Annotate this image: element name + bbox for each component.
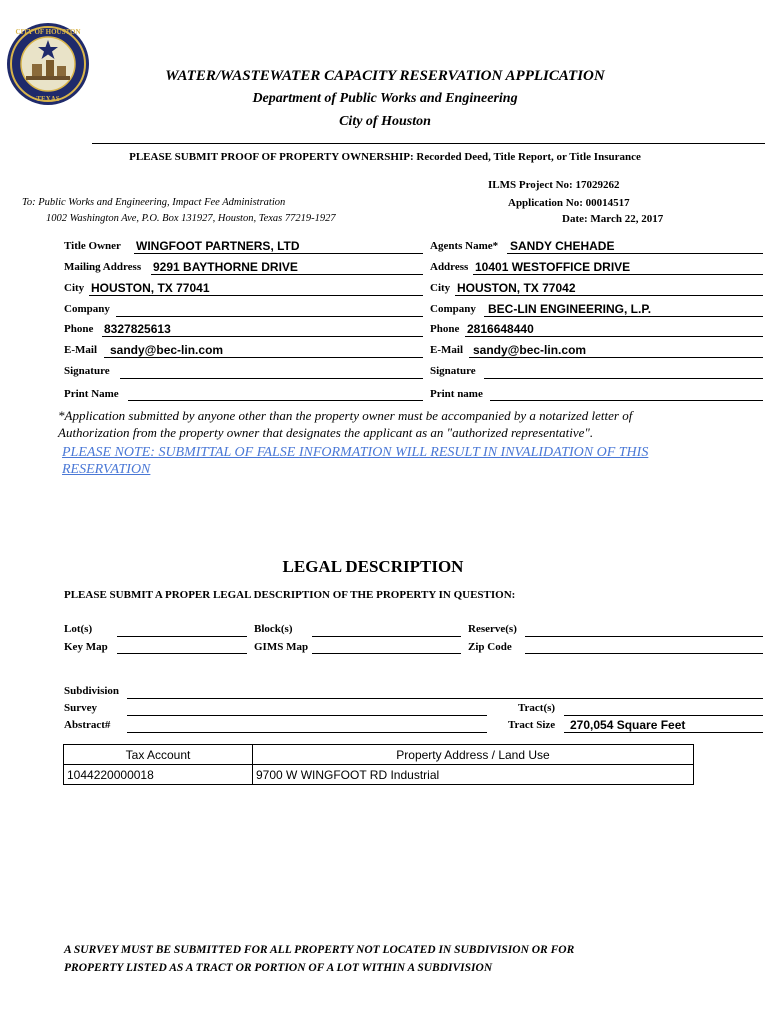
owner-print-name-line[interactable] <box>128 400 423 401</box>
zip-code-label: Zip Code <box>468 641 512 653</box>
title-owner-underline <box>134 253 423 254</box>
owner-signature-line[interactable] <box>120 378 423 379</box>
table-row <box>64 765 694 785</box>
agent-email-underline <box>469 357 763 358</box>
title-owner-label: Title Owner <box>64 240 121 252</box>
tract-size-label: Tract Size <box>508 719 556 731</box>
agent-phone-field[interactable]: 2816648440 <box>467 322 534 336</box>
legal-description-instructions: PLEASE SUBMIT A PROPER LEGAL DESCRIPTION OF THE PROPERTY IN QUESTION: <box>64 589 516 601</box>
mailing-address-label: Mailing Address <box>64 261 142 273</box>
zip-code-field[interactable] <box>525 653 763 654</box>
owner-phone-label: Phone <box>64 323 94 335</box>
gims-map-label: GIMS Map <box>254 641 309 653</box>
property-address-cell[interactable]: 9700 W WINGFOOT RD Industrial <box>253 765 694 785</box>
agent-company-field[interactable]: BEC-LIN ENGINEERING, L.P. <box>488 302 652 316</box>
false-information-warning <box>62 444 752 478</box>
key-map-field[interactable] <box>117 653 247 654</box>
agent-city-field[interactable]: HOUSTON, TX 77042 <box>457 281 576 295</box>
agent-address-underline <box>473 274 763 275</box>
warning-line-2: RESERVATION <box>62 462 151 477</box>
agent-company-label: Company <box>430 303 476 315</box>
reserves-label: Reserve(s) <box>468 623 517 635</box>
owner-print-name-label: Print Name <box>64 388 119 400</box>
city-name: City of Houston <box>339 114 431 129</box>
ilms-project-number: ILMS Project No: 17029262 <box>488 179 620 191</box>
blocks-label: Block(s) <box>254 623 293 635</box>
tracts-field[interactable] <box>564 715 763 716</box>
agent-city-label: City <box>430 282 451 294</box>
agent-address-label: Address <box>430 261 469 273</box>
application-number: Application No: 00014517 <box>508 197 630 209</box>
mailing-address-field[interactable]: 9291 BAYTHORNE DRIVE <box>153 260 298 274</box>
tract-size-field[interactable]: 270,054 Square Feet <box>570 718 686 732</box>
agent-print-name-label: Print name <box>430 388 483 400</box>
agent-name-field[interactable]: SANDY CHEHADE <box>510 239 615 253</box>
application-date: Date: March 22, 2017 <box>562 213 664 225</box>
agent-email-field[interactable]: sandy@bec-lin.com <box>473 343 587 357</box>
agent-company-underline <box>484 316 763 317</box>
tax-account-table <box>63 744 694 785</box>
addressee-line-1: To: Public Works and Engineering, Impact Fee Administration <box>22 197 286 208</box>
agent-name-label: Agents Name* <box>430 240 499 252</box>
tax-account-cell[interactable]: 1044220000018 <box>64 765 253 785</box>
authorization-note-line-2: Authorization from the property owner that designates the applicant as an "authorized representative". <box>58 425 594 440</box>
gims-map-field[interactable] <box>312 653 461 654</box>
blocks-field[interactable] <box>312 636 461 637</box>
lots-label: Lot(s) <box>64 623 93 635</box>
owner-company-underline <box>116 316 423 317</box>
owner-city-underline <box>89 295 423 296</box>
survey-requirement-notice <box>64 941 704 977</box>
key-map-label: Key Map <box>64 641 108 653</box>
mailing-address-underline <box>151 274 423 275</box>
agent-signature-line[interactable] <box>484 378 763 379</box>
owner-phone-field[interactable]: 8327825613 <box>104 322 171 336</box>
owner-email-field[interactable]: sandy@bec-lin.com <box>110 343 224 357</box>
agent-phone-underline <box>465 336 763 337</box>
agent-city-underline <box>455 295 763 296</box>
abstract-field[interactable] <box>127 732 487 733</box>
warning-line-1: PLEASE NOTE: SUBMITTAL OF FALSE INFORMATION WILL RESULT IN INVALIDATION OF THIS <box>62 445 649 460</box>
title-owner-field[interactable]: WINGFOOT PARTNERS, LTD <box>136 239 300 253</box>
table-header-row <box>64 745 694 765</box>
owner-email-label: E-Mail <box>64 344 97 356</box>
proof-of-ownership-notice: PLEASE SUBMIT PROOF OF PROPERTY OWNERSHIP: Recorded Deed, Title Report, or Title Insurance <box>129 151 641 163</box>
agent-address-field[interactable]: 10401 WESTOFFICE DRIVE <box>475 260 631 274</box>
seal-bottom-text: TEXAS <box>36 95 60 103</box>
authorization-note-line-1: *Application submitted by anyone other than the property owner must be accompanied by a notarized letter of <box>58 408 633 423</box>
property-address-header: Property Address / Land Use <box>253 745 694 765</box>
owner-city-field[interactable]: HOUSTON, TX 77041 <box>91 281 210 295</box>
agent-name-underline <box>507 253 763 254</box>
owner-signature-label: Signature <box>64 365 110 377</box>
legal-description-heading: LEGAL DESCRIPTION <box>282 557 464 576</box>
subdivision-field[interactable] <box>127 698 763 699</box>
owner-city-label: City <box>64 282 85 294</box>
survey-label: Survey <box>64 702 97 714</box>
agent-print-name-line[interactable] <box>490 400 763 401</box>
agent-phone-label: Phone <box>430 323 460 335</box>
survey-notice-line-1: A SURVEY MUST BE SUBMITTED FOR ALL PROPERTY NOT LOCATED IN SUBDIVISION OR FOR <box>64 944 575 956</box>
addressee-line-2: 1002 Washington Ave, P.O. Box 131927, Houston, Texas 77219-1927 <box>46 213 336 224</box>
owner-company-label: Company <box>64 303 110 315</box>
form-title: WATER/WASTEWATER CAPACITY RESERVATION APPLICATION <box>165 68 605 84</box>
survey-notice-line-2: PROPERTY LISTED AS A TRACT OR PORTION OF A LOT WITHIN A SUBDIVISION <box>64 962 493 974</box>
tax-account-header: Tax Account <box>64 745 253 765</box>
subdivision-label: Subdivision <box>64 685 120 697</box>
lots-field[interactable] <box>117 636 247 637</box>
agent-email-label: E-Mail <box>430 344 463 356</box>
header-divider <box>92 143 765 144</box>
abstract-label: Abstract# <box>64 719 111 731</box>
agent-signature-label: Signature <box>430 365 476 377</box>
department-name: Department of Public Works and Engineering <box>252 91 518 106</box>
tract-size-underline <box>564 732 763 733</box>
tracts-label: Tract(s) <box>518 702 556 714</box>
authorization-note <box>58 407 748 441</box>
reserves-field[interactable] <box>525 636 763 637</box>
survey-field[interactable] <box>127 715 487 716</box>
owner-phone-underline <box>102 336 423 337</box>
seal-top-text: CITY OF HOUSTON <box>15 28 81 36</box>
owner-email-underline <box>104 357 423 358</box>
